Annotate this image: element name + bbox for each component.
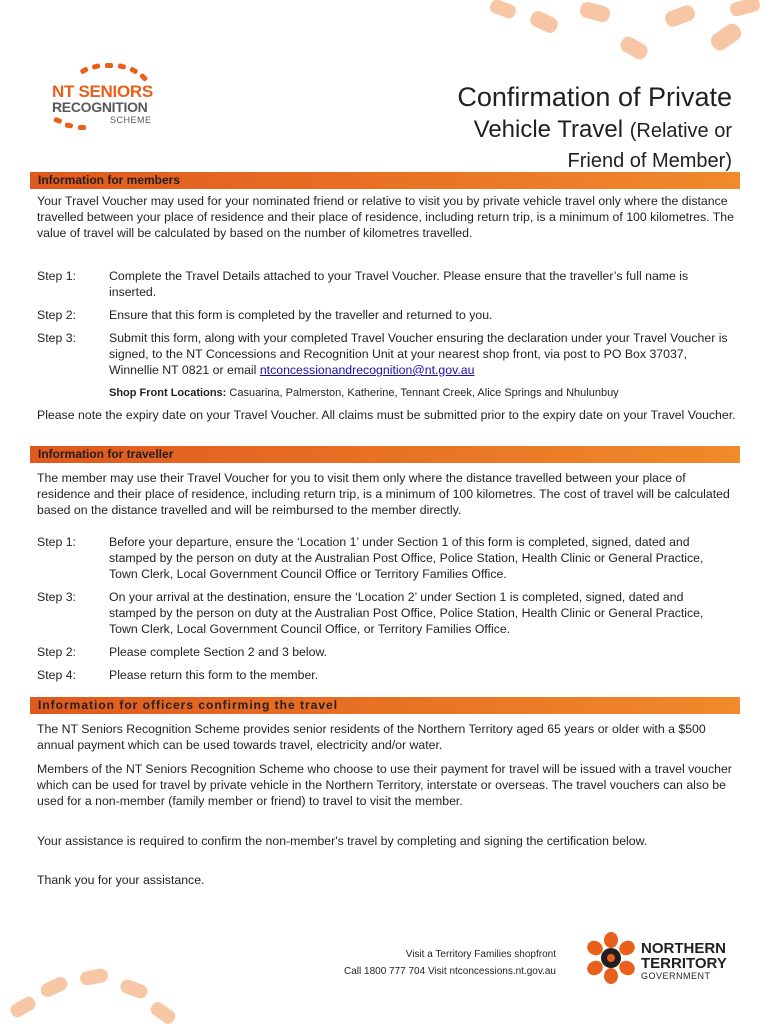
step-text: Ensure that this form is completed by the traveller and returned to you. xyxy=(109,308,493,322)
ntg-line-1: NORTHERN xyxy=(641,940,726,957)
section-heading-officers: Information for officers confirming the travel xyxy=(30,697,740,714)
section-heading-members: Information for members xyxy=(30,172,740,189)
title-line-2-main: Vehicle Travel xyxy=(473,116,624,143)
step-text: Please complete Section 2 and 3 below. xyxy=(109,645,328,659)
officers-paragraph-2: Members of the NT Seniors Recognition Scheme who choose to use their payment for travel will be issued with a travel voucher which can be used for travel by private vehicle in the Northern Territory, interstate or overseas. The travel vouchers can also be used for a non-member (family member or friend) to travel to visit the member. xyxy=(37,762,732,808)
footer-contact: Call 1800 777 704 Visit ntconcessions.nt.gov.au xyxy=(344,966,556,977)
officers-paragraph-4: Thank you for your assistance. xyxy=(37,873,205,887)
step-text: Please return this form to the member. xyxy=(109,668,319,682)
officers-paragraph-1: The NT Seniors Recognition Scheme provides senior residents of the Northern Territory aged 65 years or older with a $500 annual payment which can be used towards travel, electricity and/or water. xyxy=(37,722,706,752)
step-label: Step 1: xyxy=(37,269,76,283)
step-text: On your arrival at the destination, ensure the ‘Location 2’ under Section 1 is completed, signed, dated and stamped by the person on duty at the Australian Post Office, Police Station, Health Clinic or General Practice, Town Clerk, Local Government Council Office, or Territory Families Office. xyxy=(109,590,704,636)
members-note: Please note the expiry date on your Travel Voucher. All claims must be submitted prior to the expiry date on your Travel Voucher. xyxy=(37,408,736,422)
logo-scheme: SCHEME xyxy=(110,115,152,125)
nt-seniors-logo xyxy=(50,62,170,132)
ntg-line-2: TERRITORY xyxy=(641,955,727,972)
ntg-line-3: GOVERNMENT xyxy=(641,971,711,981)
title-line-1: Confirmation of Private xyxy=(457,82,732,112)
flower-icon xyxy=(585,932,637,984)
shopfront-locations xyxy=(109,386,619,400)
step-label: Step 2: xyxy=(37,645,76,659)
email-link[interactable]: ntconcessionandrecognition@nt.gov.au xyxy=(259,363,475,377)
step-text: Complete the Travel Details attached to your Travel Voucher. Please ensure that the traveller’s full name is inserted. xyxy=(109,269,689,299)
nt-government-logo xyxy=(585,932,735,987)
corner-decoration-top xyxy=(470,0,770,70)
title-line-3: Friend of Member) xyxy=(567,150,732,172)
step-text xyxy=(109,330,734,378)
logo-subtitle: RECOGNITION xyxy=(52,99,148,115)
logo-title: NT SENIORS xyxy=(52,82,153,101)
step-label: Step 2: xyxy=(37,308,76,322)
page-title xyxy=(457,80,732,175)
step-label: Step 3: xyxy=(37,590,76,604)
step-text-body: Submit this form, along with your completed Travel Voucher ensuring the declaration under your Travel Voucher is signed, to the NT Concessions and Recognition Unit at your nearest shop front, via post to PO Box 37037, Winnellie NT 0821 or email xyxy=(109,331,728,377)
footer-shopfront: Visit a Territory Families shopfront xyxy=(405,949,556,960)
step-label: Step 1: xyxy=(37,535,76,549)
step-label: Step 3: xyxy=(37,331,76,345)
step-text: Before your departure, ensure the ‘Location 1’ under Section 1 of this form is completed, signed, dated and stamped by the person on duty at the Australian Post Office, Police Station, Health Clinic or General Practice, Town Clerk, Local Government Council Office or Territory Families Office. xyxy=(109,535,704,581)
members-intro: Your Travel Voucher may used for your nominated friend or relative to visit you by private vehicle travel only where the distance travelled between your place of residence and their place of residence, including return trip, is a minimum of 100 kilometres. The value of travel will be calculated by based on the number of kilometres travelled. xyxy=(37,194,734,240)
title-line-2 xyxy=(457,114,732,147)
shopfront-label: Shop Front Locations: xyxy=(109,387,227,399)
title-line-2-paren: (Relative or xyxy=(629,120,732,142)
shopfront-text: Casuarina, Palmerston, Katherine, Tennant Creek, Alice Springs and Nhulunbuy xyxy=(226,387,619,399)
traveller-intro: The member may use their Travel Voucher for you to visit them only where the distance travelled between your place of residence and their place of residence, including return trip, is a minimum of 100 kilometres. The cost of travel will be calculated based on the distance travelled and will be reimbursed to the member directly. xyxy=(37,471,730,517)
step-label: Step 4: xyxy=(37,668,76,682)
officers-paragraph-3: Your assistance is required to confirm the non-member's travel by completing and signing the certification below. xyxy=(37,834,648,848)
corner-decoration-bottom xyxy=(0,960,200,1024)
section-heading-traveller: Information for traveller xyxy=(30,446,740,463)
